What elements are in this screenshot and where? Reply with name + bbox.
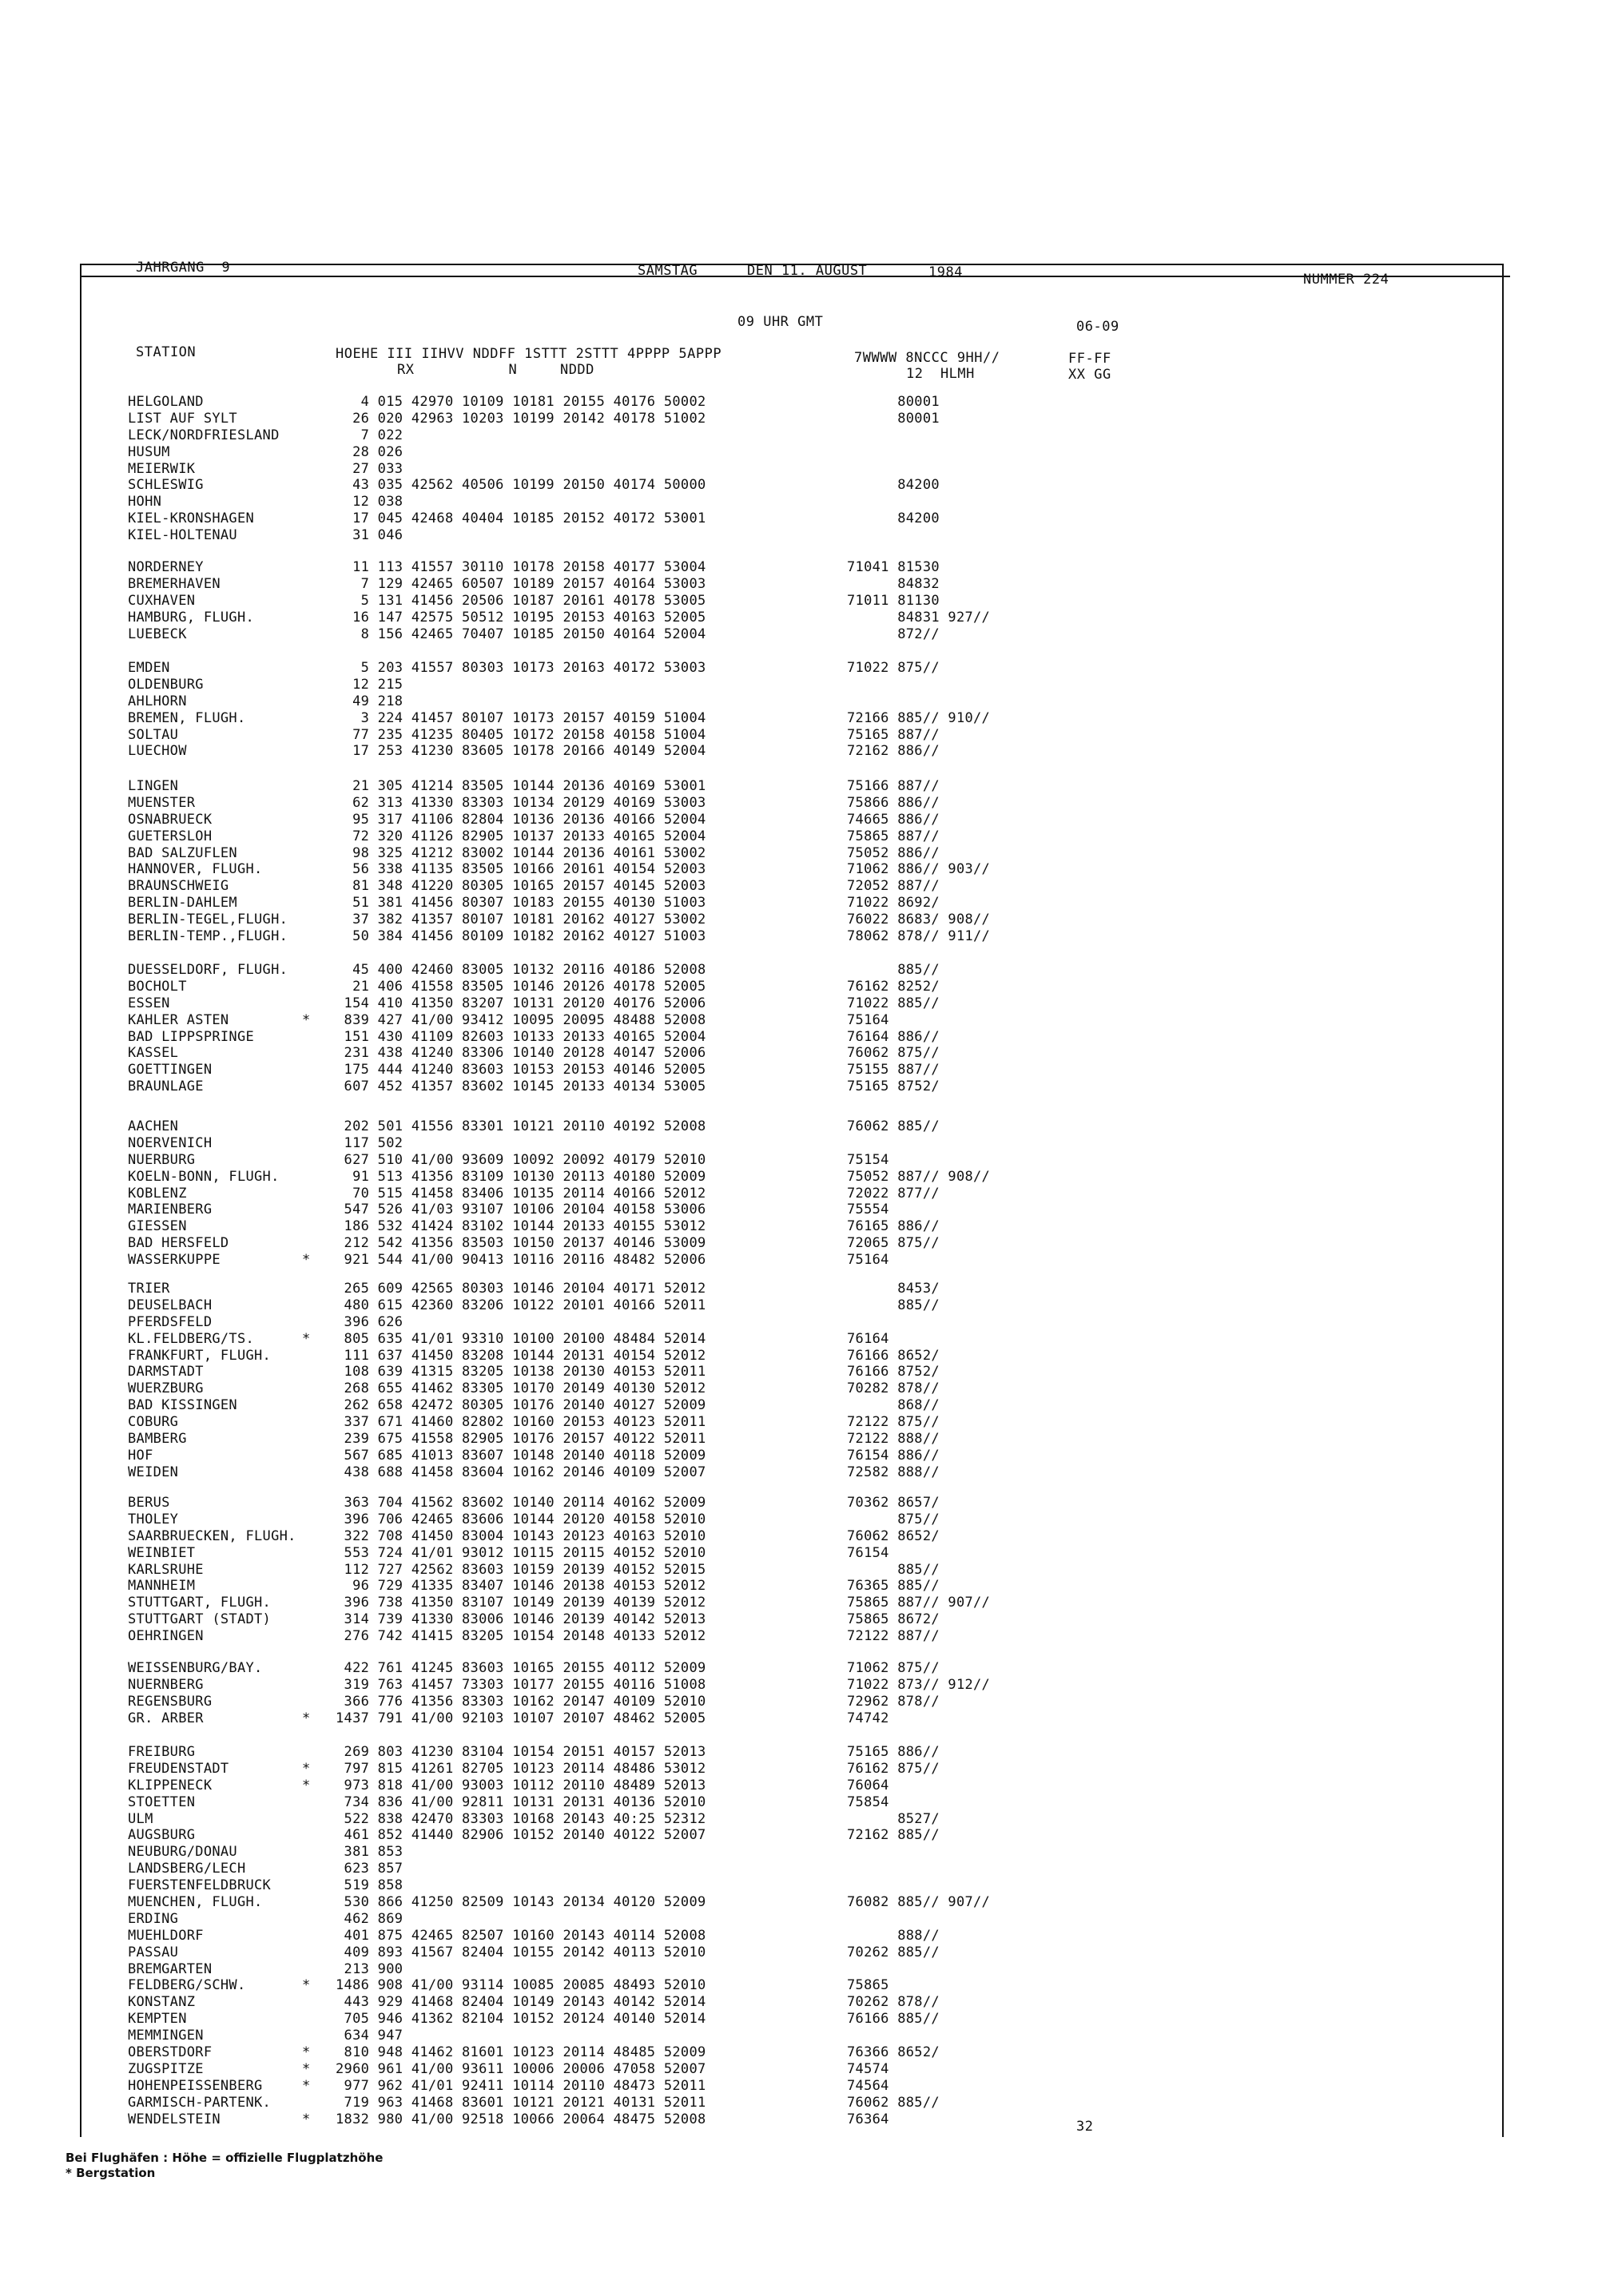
station-name: TRIER — [128, 1281, 170, 1297]
station-name: FRANKFURT, FLUGH. — [128, 1347, 272, 1364]
station-name: MUENSTER — [128, 794, 196, 811]
station-values: 28 026 — [336, 443, 403, 460]
station-name: GOETTINGEN — [128, 1062, 213, 1078]
station-name: LECK/NORDFRIESLAND — [128, 427, 280, 443]
station-extra-values: 80001 — [847, 410, 940, 427]
station-name: LUECHOW — [128, 743, 187, 760]
station-name: WEINBIET — [128, 1544, 196, 1561]
station-name: KARLSRUHE — [128, 1561, 204, 1578]
station-name: HUSUM — [128, 443, 170, 460]
mountain-station-mark: * — [302, 2060, 311, 2077]
station-values: 366 776 41356 83303 10162 20147 40109 52010 — [336, 1693, 706, 1710]
station-extra-values: 72166 885// 910// — [847, 709, 991, 726]
station-name: NUERBURG — [128, 1151, 196, 1168]
station-name: STUTTGART, FLUGH. — [128, 1595, 272, 1611]
station-values: 1832 980 41/00 92518 10066 20064 48475 52008 — [336, 2111, 706, 2127]
station-name: NOERVENICH — [128, 1134, 213, 1151]
station-name: BAD LIPPSPRINGE — [128, 1028, 255, 1045]
station-name: FREUDENSTADT — [128, 1760, 229, 1777]
station-values: 45 400 42460 83005 10132 20116 40186 52008 — [336, 962, 706, 978]
wind-columns-subheader: XX GG — [1068, 367, 1111, 383]
station-values: 401 875 42465 82507 10160 20143 40114 52008 — [336, 1927, 706, 1944]
jahrgang: JAHRGANG 9 — [136, 260, 231, 276]
station-name: PFERDSFELD — [128, 1313, 213, 1330]
station-extra-values: 72122 875// — [847, 1414, 940, 1431]
station-extra-values: 76162 875// — [847, 1760, 940, 1777]
station-extra-values: 75165 8752/ — [847, 1078, 940, 1095]
station-extra-values: 70282 878// — [847, 1380, 940, 1397]
station-extra-values: 74665 886// — [847, 811, 940, 828]
station-values: 973 818 41/00 93003 10112 20110 48489 52013 — [336, 1777, 706, 1794]
station-name: BAD HERSFELD — [128, 1235, 229, 1252]
mountain-station-mark: * — [302, 2077, 311, 2094]
station-values: 977 962 41/01 92411 10114 20110 48473 52011 — [336, 2077, 706, 2094]
station-values: 810 948 41462 81601 10123 20114 48485 52009 — [336, 2044, 706, 2061]
station-name: DEUSELBACH — [128, 1297, 213, 1313]
station-extra-values: 76166 8752/ — [847, 1364, 940, 1380]
station-values: 396 738 41350 83107 10149 20139 40139 52012 — [336, 1595, 706, 1611]
station-values: 1486 908 41/00 93114 10085 20085 48493 52010 — [336, 1977, 706, 1994]
station-extra-values: 70362 8657/ — [847, 1495, 940, 1511]
mountain-station-mark: * — [302, 1710, 311, 1726]
station-extra-values: 76166 8652/ — [847, 1347, 940, 1364]
station-extra-values: 70262 878// — [847, 1994, 940, 2011]
station-extra-values: 71022 875// — [847, 660, 940, 676]
station-extra-values: 75052 886// — [847, 844, 940, 861]
station-extra-values: 74564 — [847, 2077, 889, 2094]
station-name: BAMBERG — [128, 1431, 187, 1448]
station-name: DARMSTADT — [128, 1364, 204, 1380]
station-extra-values: 76082 885// 907// — [847, 1894, 991, 1911]
station-extra-values: 72582 888// — [847, 1464, 940, 1480]
station-name: HOHN — [128, 494, 162, 510]
station-name: LIST AUF SYLT — [128, 410, 237, 427]
station-extra-values: 76154 886// — [847, 1447, 940, 1464]
mountain-station-mark: * — [302, 2044, 311, 2061]
station-extra-values: 868// — [847, 1397, 940, 1414]
station-extra-values: 72962 878// — [847, 1693, 940, 1710]
issue-number: NUMMER 224 — [1303, 272, 1389, 288]
station-values: 314 739 41330 83006 10146 20139 40142 52013 — [336, 1611, 706, 1628]
year: 1984 — [928, 264, 963, 280]
station-name: KASSEL — [128, 1045, 179, 1062]
station-values: 186 532 41424 83102 10144 20133 40155 53012 — [336, 1218, 706, 1235]
station-values: 547 526 41/03 93107 10106 20104 40158 53006 — [336, 1202, 706, 1218]
station-name: OLDENBURG — [128, 676, 204, 693]
station-extra-values: 80001 — [847, 394, 940, 410]
station-name: REGENSBURG — [128, 1693, 213, 1710]
station-name: WUERZBURG — [128, 1380, 204, 1397]
station-values: 567 685 41013 83607 10148 20140 40118 52009 — [336, 1447, 706, 1464]
station-extra-values: 72065 875// — [847, 1235, 940, 1252]
station-values: 239 675 41558 82905 10176 20157 40122 52011 — [336, 1431, 706, 1448]
station-values: 530 866 41250 82509 10143 20134 40120 52009 — [336, 1894, 706, 1911]
station-extra-values: 885// — [847, 962, 940, 978]
station-values: 21 406 41558 83505 10146 20126 40178 52005 — [336, 978, 706, 995]
station-values: 96 729 41335 83407 10146 20138 40153 52012 — [336, 1578, 706, 1595]
station-name: MUEHLDORF — [128, 1927, 204, 1944]
station-extra-values: 76366 8652/ — [847, 2044, 940, 2061]
station-values: 111 637 41450 83208 10144 20131 40154 52012 — [336, 1347, 706, 1364]
station-name: PASSAU — [128, 1944, 179, 1960]
station-values: 268 655 41462 83305 10170 20149 40130 52012 — [336, 1380, 706, 1397]
station-name: STUTTGART (STADT) — [128, 1611, 272, 1628]
station-name: HANNOVER, FLUGH. — [128, 861, 263, 878]
station-name: SCHLESWIG — [128, 477, 204, 494]
station-extra-values: 75165 887// — [847, 726, 940, 743]
station-extra-values: 872// — [847, 626, 940, 642]
station-values: 797 815 41261 82705 10123 20114 48486 53012 — [336, 1760, 706, 1777]
station-extra-values: 8453/ — [847, 1281, 940, 1297]
station-extra-values: 76154 — [847, 1544, 889, 1561]
station-values: 634 947 — [336, 2028, 403, 2044]
station-name: THOLEY — [128, 1511, 179, 1527]
station-name: CUXHAVEN — [128, 592, 196, 609]
station-values: 322 708 41450 83004 10143 20123 40163 52010 — [336, 1527, 706, 1544]
station-name: STOETTEN — [128, 1794, 196, 1810]
station-name: KL.FELDBERG/TS. — [128, 1330, 255, 1347]
station-name: KIEL-KRONSHAGEN — [128, 510, 255, 527]
station-extra-values: 74742 — [847, 1710, 889, 1726]
station-extra-values: 78062 878// 911// — [847, 928, 991, 945]
station-name: KOELN-BONN, FLUGH. — [128, 1168, 280, 1185]
station-values: 5 203 41557 80303 10173 20163 40172 53003 — [336, 660, 706, 676]
time-range: 06-09 — [1076, 319, 1119, 335]
station-name: HELGOLAND — [128, 394, 204, 410]
station-name: EMDEN — [128, 660, 170, 676]
station-values: 56 338 41135 83505 10166 20161 40154 52003 — [336, 861, 706, 878]
station-name: WASSERKUPPE — [128, 1252, 221, 1269]
station-values: 396 626 — [336, 1313, 403, 1330]
station-extra-values: 875// — [847, 1511, 940, 1527]
station-name: KONSTANZ — [128, 1994, 196, 2011]
station-values: 381 853 — [336, 1844, 403, 1861]
station-values: 3 224 41457 80107 10173 20157 40159 51004 — [336, 709, 706, 726]
station-extra-values: 888// — [847, 1927, 940, 1944]
page-number: 32 — [1076, 2119, 1094, 2135]
station-name: BERLIN-TEGEL,FLUGH. — [128, 912, 288, 928]
station-values: 480 615 42360 83206 10122 20101 40166 52011 — [336, 1297, 706, 1313]
station-name: BAD KISSINGEN — [128, 1397, 237, 1414]
station-values: 12 215 — [336, 676, 403, 693]
station-extra-values: 75865 887// — [847, 828, 940, 844]
station-name: ESSEN — [128, 995, 170, 1011]
station-extra-values: 74574 — [847, 2060, 889, 2077]
station-values: 8 156 42465 70407 10185 20150 40164 52004 — [336, 626, 706, 642]
station-name: NUERNBERG — [128, 1676, 204, 1693]
station-extra-values: 72122 888// — [847, 1431, 940, 1448]
mountain-station-mark: * — [302, 1777, 311, 1794]
station-values: 72 320 41126 82905 10137 20133 40165 52004 — [336, 828, 706, 844]
station-extra-values: 72022 877// — [847, 1185, 940, 1202]
station-name: AHLHORN — [128, 693, 187, 709]
station-extra-values: 75865 8672/ — [847, 1611, 940, 1628]
station-values: 5 131 41456 20506 10187 20161 40178 53005 — [336, 592, 706, 609]
main-columns-subheader: RX N NDDD — [397, 362, 594, 378]
mountain-station-mark: * — [302, 1011, 311, 1028]
station-name: ZUGSPITZE — [128, 2060, 204, 2077]
station-name: SOLTAU — [128, 726, 179, 743]
station-name: OSNABRUECK — [128, 811, 213, 828]
station-extra-values: 76164 — [847, 1330, 889, 1347]
station-extra-values: 75865 — [847, 1977, 889, 1994]
station-values: 51 381 41456 80307 10183 20155 40130 51003 — [336, 895, 706, 912]
station-values: 91 513 41356 83109 10130 20113 40180 52009 — [336, 1168, 706, 1185]
station-values: 363 704 41562 83602 10140 20114 40162 52009 — [336, 1495, 706, 1511]
station-values: 4 015 42970 10109 10181 20155 40176 50002 — [336, 394, 706, 410]
station-values: 12 038 — [336, 494, 403, 510]
station-extra-values: 75166 887// — [847, 778, 940, 794]
station-name: BOCHOLT — [128, 978, 187, 995]
station-values: 265 609 42565 80303 10146 20104 40171 52012 — [336, 1281, 706, 1297]
station-name: LANDSBERG/LECH — [128, 1861, 246, 1877]
station-values: 70 515 41458 83406 10135 20114 40166 52012 — [336, 1185, 706, 1202]
station-values: 117 502 — [336, 1134, 403, 1151]
station-extra-values: 71011 81130 — [847, 592, 940, 609]
station-values: 319 763 41457 73303 10177 20155 40116 51008 — [336, 1676, 706, 1693]
station-name: BREMERHAVEN — [128, 575, 221, 592]
mountain-station-mark: * — [302, 1760, 311, 1777]
station-values: 27 033 — [336, 460, 403, 477]
station-name: GIESSEN — [128, 1218, 187, 1235]
station-extra-values: 75865 887// 907// — [847, 1595, 991, 1611]
station-values: 154 410 41350 83207 10131 20120 40176 52006 — [336, 995, 706, 1011]
station-extra-values: 76364 — [847, 2111, 889, 2127]
station-extra-values: 75854 — [847, 1794, 889, 1810]
station-values: 805 635 41/01 93310 10100 20100 48484 52014 — [336, 1330, 706, 1347]
station-name: LUEBECK — [128, 626, 187, 642]
station-extra-values: 75052 887// 908// — [847, 1168, 991, 1185]
station-name: WEISSENBURG/BAY. — [128, 1660, 263, 1676]
station-name: GR. ARBER — [128, 1710, 204, 1726]
station-extra-values: 72052 887// — [847, 878, 940, 895]
station-name: SAARBRUECKEN, FLUGH. — [128, 1527, 296, 1544]
station-name: MEMMINGEN — [128, 2028, 204, 2044]
station-values: 112 727 42562 83603 10159 20139 40152 52015 — [336, 1561, 706, 1578]
station-values: 26 020 42963 10203 10199 20142 40178 51002 — [336, 410, 706, 427]
station-values: 269 803 41230 83104 10154 20151 40157 52013 — [336, 1744, 706, 1760]
station-name: AUGSBURG — [128, 1827, 196, 1844]
station-values: 921 544 41/00 90413 10116 20116 48482 52006 — [336, 1252, 706, 1269]
station-extra-values: 75866 886// — [847, 794, 940, 811]
station-name: BERLIN-TEMP.,FLUGH. — [128, 928, 288, 945]
station-name: AACHEN — [128, 1118, 179, 1134]
station-column-header: STATION — [136, 344, 197, 360]
station-name: BREMGARTEN — [128, 1960, 213, 1977]
station-values: 461 852 41440 82906 10152 20140 40122 52007 — [336, 1827, 706, 1844]
station-extra-values: 75154 — [847, 1151, 889, 1168]
observation-time: 09 UHR GMT — [737, 314, 824, 330]
station-name: BRAUNSCHWEIG — [128, 878, 229, 895]
station-extra-values: 75164 — [847, 1011, 889, 1028]
station-extra-values: 84200 — [847, 477, 940, 494]
station-name: NORDERNEY — [128, 559, 204, 575]
station-name: MEIERWIK — [128, 460, 196, 477]
station-values: 522 838 42470 83303 10168 20143 40:25 52312 — [336, 1810, 706, 1827]
station-name: HOHENPEISSENBERG — [128, 2077, 263, 2094]
station-extra-values: 76062 875// — [847, 1045, 940, 1062]
station-extra-values: 885// — [847, 1561, 940, 1578]
station-values: 607 452 41357 83602 10145 20133 40134 53005 — [336, 1078, 706, 1095]
station-extra-values: 71062 875// — [847, 1660, 940, 1676]
station-name: MUENCHEN, FLUGH. — [128, 1894, 263, 1911]
station-extra-values: 76166 885// — [847, 2011, 940, 2028]
station-values: 1437 791 41/00 92103 10107 20107 48462 52005 — [336, 1710, 706, 1726]
station-values: 151 430 41109 82603 10133 20133 40165 52004 — [336, 1028, 706, 1045]
station-extra-values: 76062 8652/ — [847, 1527, 940, 1544]
station-name: BAD SALZUFLEN — [128, 844, 237, 861]
station-values: 81 348 41220 80305 10165 20157 40145 52003 — [336, 878, 706, 895]
station-values: 108 639 41315 83205 10138 20130 40153 52011 — [336, 1364, 706, 1380]
station-name: BERLIN-DAHLEM — [128, 895, 237, 912]
station-extra-values: 76365 885// — [847, 1578, 940, 1595]
station-extra-values: 76064 — [847, 1777, 889, 1794]
station-name: ERDING — [128, 1910, 179, 1927]
station-values: 175 444 41240 83603 10153 20153 40146 52005 — [336, 1062, 706, 1078]
station-values: 98 325 41212 83002 10144 20136 40161 53002 — [336, 844, 706, 861]
station-name: FUERSTENFELDBRUCK — [128, 1877, 272, 1894]
station-name: KAHLER ASTEN — [128, 1011, 229, 1028]
station-values: 21 305 41214 83505 10144 20136 40169 53001 — [336, 778, 706, 794]
main-columns-header: HOEHE III IIHVV NDDFF 1STTT 2STTT 4PPPP 5APPP — [336, 346, 722, 362]
station-extra-values: 76062 885// — [847, 2094, 940, 2111]
station-values: 337 671 41460 82802 10160 20153 40123 52011 — [336, 1414, 706, 1431]
station-values: 553 724 41/01 93012 10115 20115 40152 52010 — [336, 1544, 706, 1561]
station-name: GUETERSLOH — [128, 828, 213, 844]
wind-columns-header: FF-FF — [1068, 351, 1111, 367]
extra-columns-subheader: 12 HLMH — [906, 366, 975, 382]
station-extra-values: 71022 8692/ — [847, 895, 940, 912]
station-name: KOBLENZ — [128, 1185, 187, 1202]
station-extra-values: 885// — [847, 1297, 940, 1313]
station-name: KLIPPENECK — [128, 1777, 213, 1794]
station-name: COBURG — [128, 1414, 179, 1431]
station-extra-values: 75165 886// — [847, 1744, 940, 1760]
station-extra-values: 70262 885// — [847, 1944, 940, 1960]
station-extra-values: 76164 886// — [847, 1028, 940, 1045]
station-extra-values: 75155 887// — [847, 1062, 940, 1078]
station-values: 519 858 — [336, 1877, 403, 1894]
station-extra-values: 72122 887// — [847, 1628, 940, 1645]
station-name: WEIDEN — [128, 1464, 179, 1480]
station-values: 627 510 41/00 93609 10092 20092 40179 52010 — [336, 1151, 706, 1168]
station-values: 77 235 41235 80405 10172 20158 40158 51004 — [336, 726, 706, 743]
station-values: 11 113 41557 30110 10178 20158 40177 53004 — [336, 559, 706, 575]
station-values: 409 893 41567 82404 10155 20142 40113 52010 — [336, 1944, 706, 1960]
station-extra-values: 84200 — [847, 510, 940, 527]
station-name: BREMEN, FLUGH. — [128, 709, 246, 726]
station-values: 212 542 41356 83503 10150 20137 40146 53009 — [336, 1235, 706, 1252]
station-name: DUESSELDORF, FLUGH. — [128, 962, 288, 978]
station-name: KIEL-HOLTENAU — [128, 527, 237, 544]
station-values: 231 438 41240 83306 10140 20128 40147 52006 — [336, 1045, 706, 1062]
station-name: HOF — [128, 1447, 153, 1464]
station-values: 62 313 41330 83303 10134 20129 40169 53003 — [336, 794, 706, 811]
station-name: BERUS — [128, 1495, 170, 1511]
station-extra-values: 72162 885// — [847, 1827, 940, 1844]
station-values: 37 382 41357 80107 10181 20162 40127 53002 — [336, 912, 706, 928]
station-values: 719 963 41468 83601 10121 20121 40131 52011 — [336, 2094, 706, 2111]
station-values: 31 046 — [336, 527, 403, 544]
station-values: 734 836 41/00 92811 10131 20131 40136 52010 — [336, 1794, 706, 1810]
station-name: ULM — [128, 1810, 153, 1827]
station-extra-values: 76165 886// — [847, 1218, 940, 1235]
mountain-station-mark: * — [302, 2111, 311, 2127]
station-values: 262 658 42472 80305 10176 20140 40127 52009 — [336, 1397, 706, 1414]
station-values: 705 946 41362 82104 10152 20124 40140 52014 — [336, 2011, 706, 2028]
station-name: LINGEN — [128, 778, 179, 794]
date: DEN 11. AUGUST — [747, 263, 868, 279]
station-values: 2960 961 41/00 93611 10006 20006 47058 52007 — [336, 2060, 706, 2077]
footnote-airports: Bei Flughäfen : Höhe = offizielle Flugplatzhöhe — [66, 2151, 384, 2165]
station-values: 443 929 41468 82404 10149 20143 40142 52014 — [336, 1994, 706, 2011]
station-values: 17 045 42468 40404 10185 20152 40172 53001 — [336, 510, 706, 527]
station-extra-values: 71041 81530 — [847, 559, 940, 575]
station-values: 839 427 41/00 93412 10095 20095 48488 52008 — [336, 1011, 706, 1028]
station-name: FREIBURG — [128, 1744, 196, 1760]
station-extra-values: 71062 886// 903// — [847, 861, 991, 878]
footnote-mountain-station: * Bergstation — [66, 2166, 156, 2180]
station-values: 16 147 42575 50512 10195 20153 40163 52005 — [336, 609, 706, 626]
station-extra-values: 75554 — [847, 1202, 889, 1218]
station-values: 7 022 — [336, 427, 403, 443]
station-extra-values: 84832 — [847, 575, 940, 592]
station-values: 213 900 — [336, 1960, 403, 1977]
station-values: 623 857 — [336, 1861, 403, 1877]
station-name: FELDBERG/SCHW. — [128, 1977, 246, 1994]
station-name: HAMBURG, FLUGH. — [128, 609, 255, 626]
weekday: SAMSTAG — [638, 263, 698, 279]
station-values: 396 706 42465 83606 10144 20120 40158 52010 — [336, 1511, 706, 1527]
mountain-station-mark: * — [302, 1977, 311, 1994]
extra-columns-header: 7WWWW 8NCCC 9HH// — [854, 350, 1000, 366]
station-values: 50 384 41456 80109 10182 20162 40127 51003 — [336, 928, 706, 945]
station-extra-values: 76162 8252/ — [847, 978, 940, 995]
station-name: WENDELSTEIN — [128, 2111, 221, 2127]
station-values: 276 742 41415 83205 10154 20148 40133 52012 — [336, 1628, 706, 1645]
station-name: KEMPTEN — [128, 2011, 187, 2028]
station-values: 17 253 41230 83605 10178 20166 40149 52004 — [336, 743, 706, 760]
station-values: 438 688 41458 83604 10162 20146 40109 52007 — [336, 1464, 706, 1480]
station-extra-values: 76062 885// — [847, 1118, 940, 1134]
station-extra-values: 71022 885// — [847, 995, 940, 1011]
station-extra-values: 75164 — [847, 1252, 889, 1269]
station-values: 202 501 41556 83301 10121 20110 40192 52008 — [336, 1118, 706, 1134]
station-values: 422 761 41245 83603 10165 20155 40112 52009 — [336, 1660, 706, 1676]
station-extra-values: 8527/ — [847, 1810, 940, 1827]
station-values: 49 218 — [336, 693, 403, 709]
station-name: BRAUNLAGE — [128, 1078, 204, 1095]
mountain-station-mark: * — [302, 1330, 311, 1347]
station-extra-values: 76022 8683/ 908// — [847, 912, 991, 928]
station-values: 7 129 42465 60507 10189 20157 40164 53003 — [336, 575, 706, 592]
station-name: OBERSTDORF — [128, 2044, 213, 2061]
station-name: MANNHEIM — [128, 1578, 196, 1595]
station-name: GARMISCH-PARTENK. — [128, 2094, 272, 2111]
page-frame — [80, 264, 1504, 2137]
station-name: MARIENBERG — [128, 1202, 213, 1218]
station-name: NEUBURG/DONAU — [128, 1844, 237, 1861]
station-values: 95 317 41106 82804 10136 20136 40166 52004 — [336, 811, 706, 828]
station-name: OEHRINGEN — [128, 1628, 204, 1645]
mountain-station-mark: * — [302, 1252, 311, 1269]
station-values: 462 869 — [336, 1910, 403, 1927]
station-extra-values: 84831 927// — [847, 609, 991, 626]
station-extra-values: 71022 873// 912// — [847, 1676, 991, 1693]
station-extra-values: 72162 886// — [847, 743, 940, 760]
station-values: 43 035 42562 40506 10199 20150 40174 50000 — [336, 477, 706, 494]
